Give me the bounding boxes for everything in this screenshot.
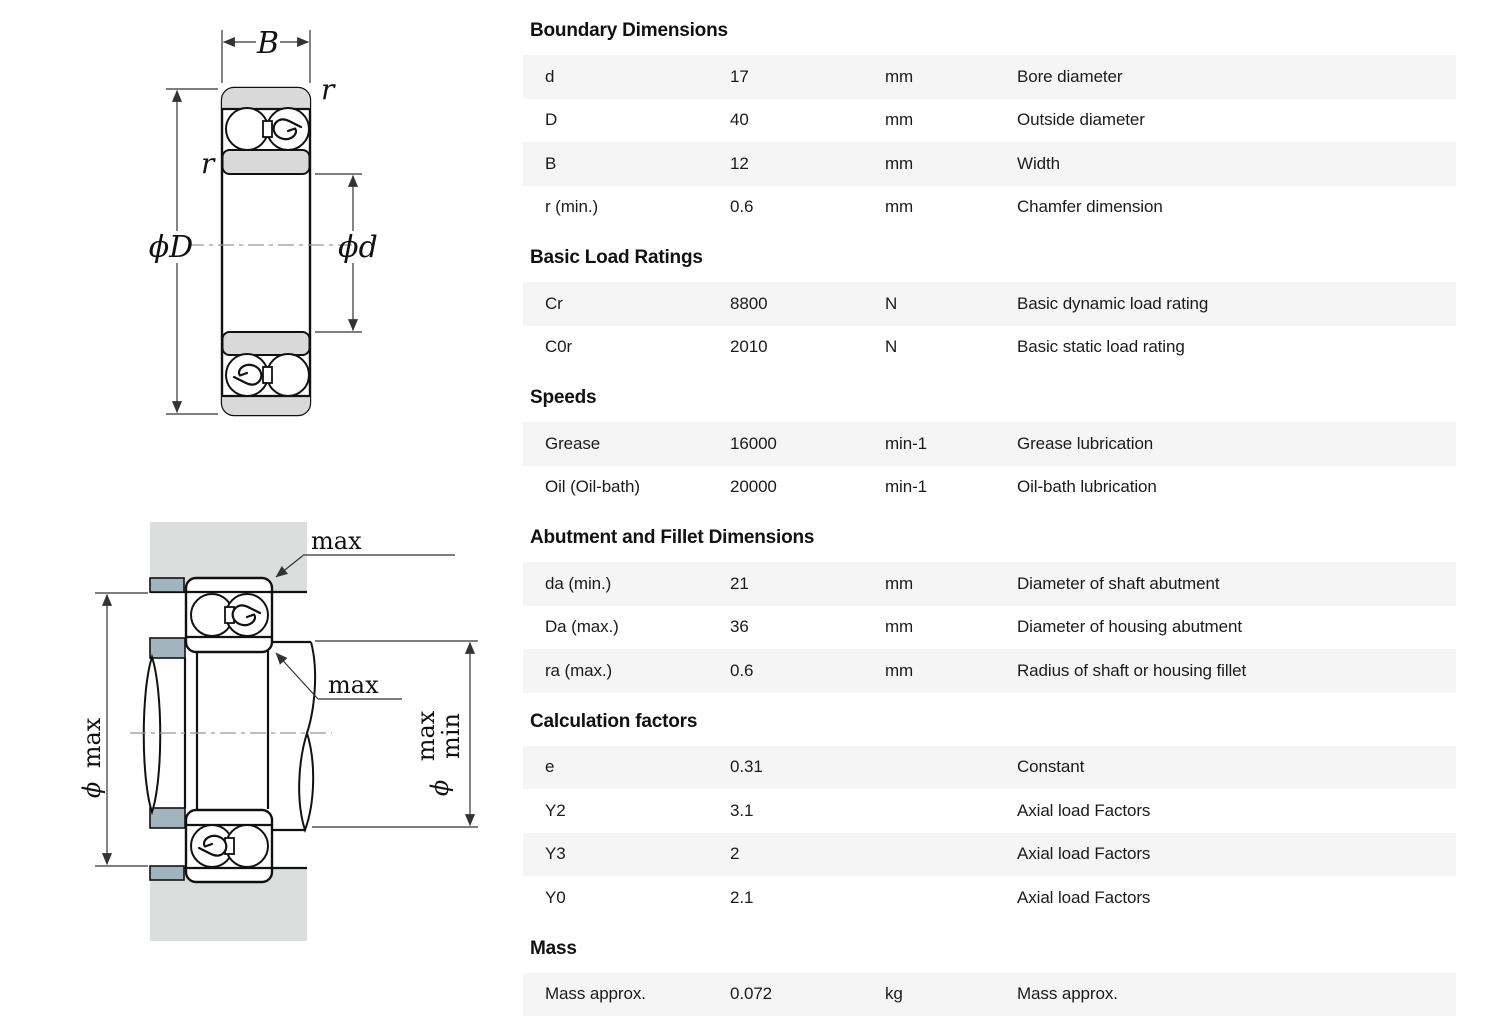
shaft-abutment-max-label: max [412,710,440,762]
bearing-upper-half [186,578,272,652]
section-title: Speeds [530,387,597,408]
cell-unit: mm [885,66,914,86]
shaft-abutment-min-label: min [437,713,465,759]
section-title: Basic Load Ratings [530,247,703,268]
cell-desc: Grease lubrication [1017,433,1154,453]
cell-unit: mm [885,573,914,593]
phi-symbol: ϕ [78,781,106,799]
dimension-width-B [222,26,310,83]
cell-desc: Constant [1017,757,1085,777]
cell-label: Cr [545,293,563,313]
spec-row [523,422,1456,466]
cell-label: Y2 [545,800,566,820]
outer-ring-top [222,88,310,109]
spec-row [523,789,1456,833]
cell-desc: Oil-bath lubrication [1017,477,1157,497]
shaft-fillet-label: max [328,671,379,699]
cell-label: Da (max.) [545,617,619,637]
spec-row [523,186,1456,230]
dimension-shaft-abutment [312,641,478,827]
spec-row [523,466,1456,510]
cell-unit: mm [885,110,914,130]
cell-value: 21 [730,573,749,593]
cell-value: 0.31 [730,757,763,777]
bearing-mounting-diagram [60,500,530,1016]
spec-row [523,142,1456,186]
cell-value: 20000 [730,477,777,497]
shaft [144,642,315,830]
dimension-outside-diameter [149,89,218,414]
cell-label: ra (max.) [545,660,613,680]
cell-unit: mm [885,153,914,173]
cell-desc: Basic static load rating [1017,337,1185,357]
cell-value: 2 [730,844,740,864]
cell-value: 2010 [730,337,768,357]
spec-row [523,562,1456,606]
cell-value: 0.072 [730,984,773,1004]
section-rows [523,55,1456,229]
cell-value: 0.6 [730,660,754,680]
cell-value: 8800 [730,293,768,313]
outside-diameter-label: ϕD [148,230,194,265]
spec-row [523,833,1456,877]
section-rows [523,746,1456,920]
housing-abutment-label: max [78,717,106,769]
section-rows [523,282,1456,369]
cell-label: Oil (Oil-bath) [545,477,640,497]
bearing-lower-half [186,810,272,882]
cage-bridge [263,367,272,383]
cell-value: 16000 [730,433,777,453]
cell-desc: Bore diameter [1017,66,1123,86]
section-rows [523,973,1456,1016]
width-label: B [256,26,280,61]
cell-value: 3.1 [730,800,754,820]
cell-label: Y0 [545,887,566,907]
dimension-housing-abutment [78,593,148,866]
cell-value: 2.1 [730,887,754,907]
chamfer-label-top: r [321,73,335,106]
cell-desc: Diameter of shaft abutment [1017,573,1220,593]
cell-unit: min-1 [885,433,928,453]
cell-value: 40 [730,110,749,130]
section-title: Abutment and Fillet Dimensions [530,527,815,548]
section-rows [523,422,1456,509]
cell-label: D [545,110,558,130]
cell-unit: mm [885,617,914,637]
cell-label: Grease [545,433,601,453]
dimension-bore-diameter [315,174,378,332]
cell-desc: Axial load Factors [1017,800,1151,820]
cell-value: 0.6 [730,197,754,217]
bore-diameter-label: ϕd [338,230,378,265]
cell-value: 12 [730,153,749,173]
outer-ring-bottom [222,396,310,415]
cell-desc: Diameter of housing abutment [1017,617,1242,637]
cell-label: Y3 [545,844,566,864]
cell-desc: Axial load Factors [1017,844,1151,864]
spec-row [523,876,1456,920]
cell-label: d [545,66,555,86]
ball [267,354,309,396]
section-title: Calculation factors [530,710,698,732]
spec-row [523,326,1456,370]
inner-ring-bottom [223,332,310,355]
spec-row [523,99,1456,143]
cell-desc: Radius of shaft or housing fillet [1017,660,1247,680]
cell-label: r (min.) [545,197,599,217]
section-title: Mass [530,937,577,959]
cell-unit: mm [885,197,914,217]
cell-unit: N [885,337,898,357]
cell-value: 36 [730,617,749,637]
cell-label: B [545,153,557,173]
spec-row [523,649,1456,693]
spec-table [523,20,1456,1016]
phi-symbol: ϕ [426,779,454,797]
cell-label: C0r [545,337,573,357]
cell-desc: Chamfer dimension [1017,197,1163,217]
spec-row [523,55,1456,99]
section-rows [523,562,1456,693]
cell-value: 17 [730,66,749,86]
cell-desc: Axial load Factors [1017,887,1151,907]
cell-desc: Mass approx. [1017,984,1118,1004]
cell-unit: kg [885,984,903,1004]
housing-fillet-label: max [311,527,362,555]
cell-unit: mm [885,660,914,680]
cell-label: e [545,757,555,777]
cage-bridge [263,121,272,137]
spec-row [523,973,1456,1016]
bearing-section-diagram [60,5,480,485]
inner-ring-top [223,150,310,174]
spec-row [523,746,1456,790]
spec-row [523,606,1456,650]
cell-unit: min-1 [885,477,928,497]
cell-label: Mass approx. [545,984,646,1004]
cell-desc: Outside diameter [1017,110,1145,130]
chamfer-label-left: r [201,147,215,180]
cell-unit: N [885,293,898,313]
ball [226,108,268,150]
cell-desc: Basic dynamic load rating [1017,293,1209,313]
leader-shaft-fillet [276,653,402,699]
spec-row [523,282,1456,326]
bearing-cross-section [222,88,310,415]
section-title: Boundary Dimensions [530,20,728,41]
cell-label: da (min.) [545,573,612,593]
cell-desc: Width [1017,153,1060,173]
